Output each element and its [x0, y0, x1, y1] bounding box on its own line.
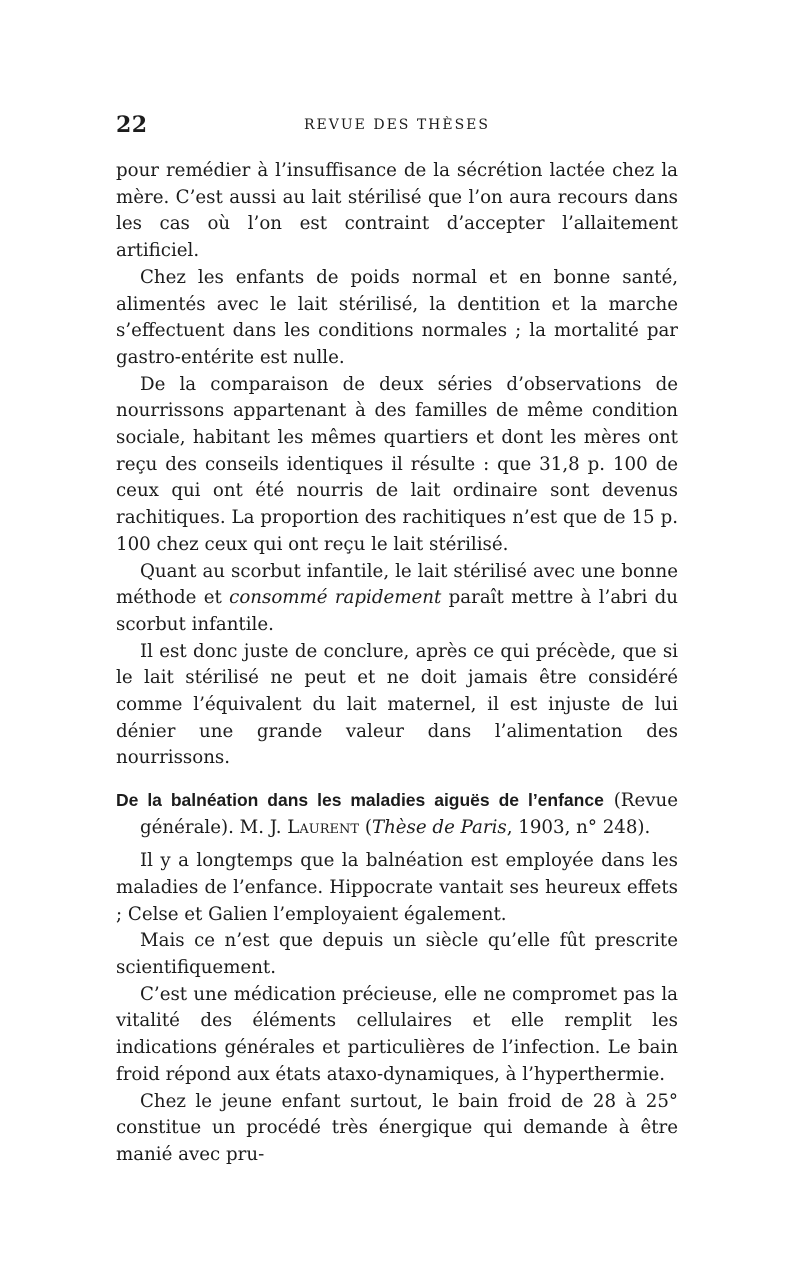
paragraph-scientific: Mais ce n’est que depuis un siècle qu’elle fût prescrite scientifiquement. [116, 930, 678, 978]
paragraph-scurvy [116, 559, 678, 639]
paragraph-history: Il y a longtemps que la balnéation est employée dans les maladies de l’enfance. Hippocrate vantait ses heureux effets ; Celse et Galien l’employaient également. [116, 850, 678, 925]
running-title: REVUE DES THÈSES [304, 117, 490, 133]
page-body [116, 158, 678, 1169]
paragraph-healthy-children: Chez les enfants de poids normal et en bonne santé, alimentés avec le lait stérilisé, la dentition et la marche s’effectuent dans les conditions normales ; la mortalité par gastro-entérite est nulle. [116, 266, 678, 368]
page-number: 22 [116, 112, 148, 138]
section-title: De la balnéation dans les maladies aiguës de l’enfance [116, 790, 604, 811]
paragraph-conclusion: Il est donc juste de conclure, après ce qui précède, que si le lait stérilisé ne peut et ne doit jamais être considéré comme l’équivalent du lait maternel, il est injuste de lui dénier une grande valeur dans l’alimentation des nourrissons. [116, 640, 678, 769]
paragraph-lactation: pour remédier à l’insuffisance de la sécrétion lactée chez la mère. C’est aussi au lait stérilisé que l’on aura recours dans les cas où l’on est contraint d’accepter l’allaitement artificiel. [116, 160, 678, 262]
scurvy-text-before: Quant au scorbut infantile, le lait stérilisé avec une bonne méthode et [116, 560, 678, 609]
paragraph-cold-bath: Chez le jeune enfant surtout, le bain froid de 28 à 25° constitue un procédé très énergique qui demande à être manié avec pru- [116, 1090, 678, 1165]
paragraph-rickets-comparison: De la comparaison de deux séries d’observations de nourrissons appartenant à des familles de même condition sociale, habitant les mêmes quartiers et dont les mères ont reçu des conseils identiques il résulte : que 31,8 p. 100 de ceux qui ont été nourris de lait ordinaire sont devenus rachitiques. La proportion des rachitiques n’est que de 15 p. 100 chez ceux qui ont reçu le lait stérilisé. [116, 373, 678, 555]
scurvy-text-after: paraît mettre à l’abri du scorbut infantile. [116, 587, 679, 635]
section-heading [116, 787, 678, 841]
page-header [116, 112, 678, 142]
thesis-title: Thèse de Paris [371, 817, 507, 839]
section-author: Laurent [287, 817, 360, 839]
paragraph-medication: C’est une médication précieuse, elle ne compromet pas la vitalité des éléments cellulaires et elle remplit les indications générales et particulières de l’infection. Le bain froid répond aux états ataxo-dynamiques, à l’hyperthermie. [116, 983, 678, 1085]
thesis-reference: , 1903, n° 248). [506, 817, 651, 839]
scurvy-emphasis: consommé rapidement [229, 587, 442, 609]
thesis-open: ( [359, 817, 372, 839]
section-source: (Revue générale). M. J. [140, 790, 678, 839]
